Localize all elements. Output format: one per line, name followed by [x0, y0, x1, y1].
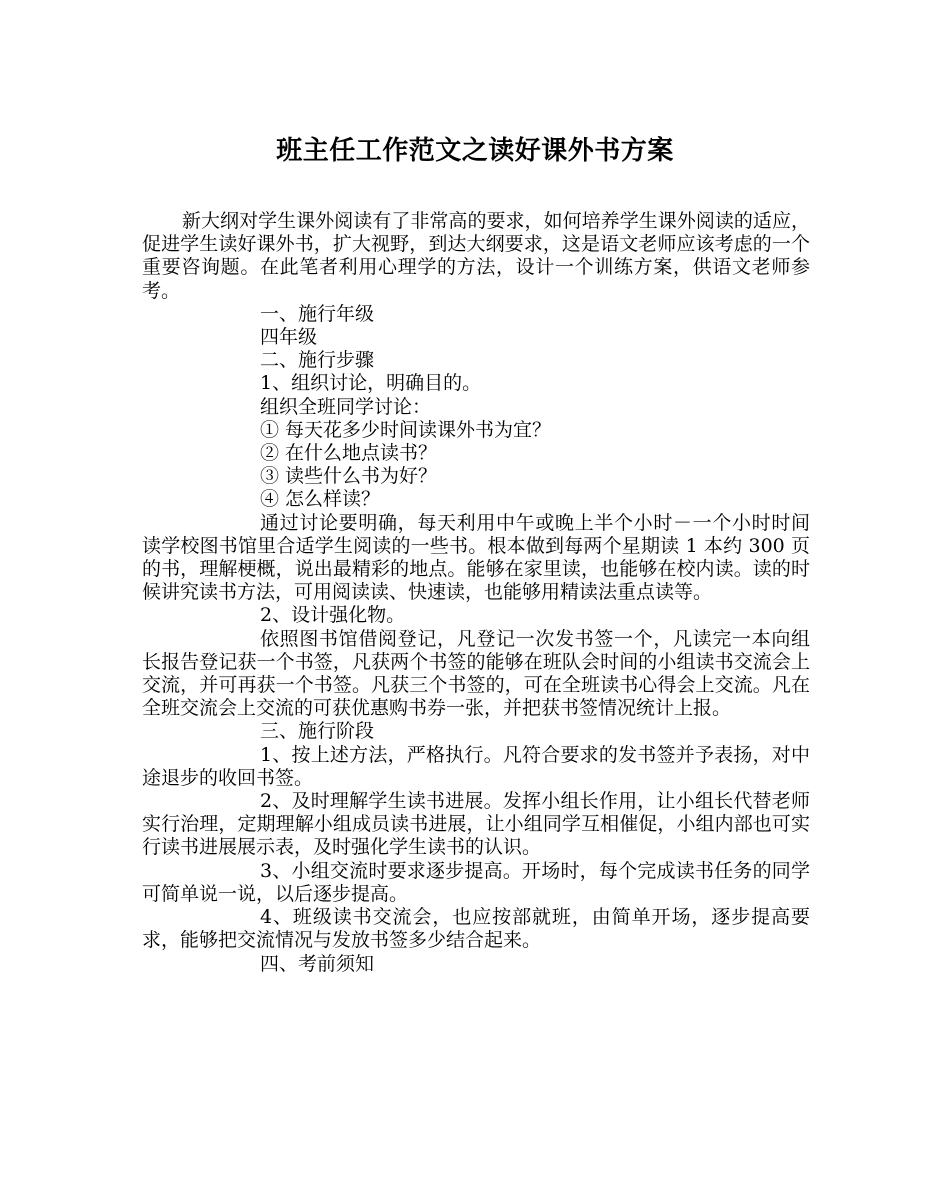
intro-paragraph: 新大纲对学生课外阅读有了非常高的要求，如何培养学生课外阅读的适应，促进学生读好课外书，扩大视野，到达大纲要求，这是语文老师应该考虑的一个重要咨询题。在此笔者利用心理学的方法，设计一个训练方案，供语文老师参考。	[142, 210, 810, 302]
section-heading-steps: 二、施行步骤	[260, 349, 375, 372]
list-item: ① 每天花多少时间读课外书为宜？	[260, 418, 552, 441]
document-title: 班主任工作范文之读好课外书方案	[276, 136, 674, 166]
paragraph: 3、小组交流时要求逐步提高。开场时，每个完成读书任务的同学可简单说一说，以后逐步提高。	[142, 859, 810, 905]
list-item: ② 在什么地点读书？	[260, 442, 438, 465]
section-heading-phase: 三、施行阶段	[260, 720, 375, 743]
list-item: ④ 怎么样读？	[260, 488, 381, 511]
paragraph: 4、班级读书交流会，也应按部就班，由简单开场，逐步提高要求，能够把交流情况与发放书签多少结合起来。	[142, 906, 810, 952]
paragraph: 2、及时理解学生读书进展。发挥小组长作用，让小组长代替老师实行治理，定期理解小组成员读书进展，让小组同学互相催促，小组内部也可实行读书进展展示表，及时强化学生读书的认识。	[142, 790, 810, 859]
list-item: ③ 读些什么书为好？	[260, 465, 438, 488]
paragraph: 通过讨论要明确，每天利用中午或晚上半个小时－一个小时时间读学校图书馆里合适学生阅读的一些书。根本做到每两个星期读 1 本约 300 页的书，理解梗概，说出最精彩的地点。能够在家里读，也能够在校内读。读的时候讲究读书方法，可用阅读读、快速读，也能够用精读法重点读等。	[142, 511, 810, 604]
paragraph: 依照图书馆借阅登记，凡登记一次发书签一个，凡读完一本向组长报告登记获一个书签，凡获两个书签的能够在班队会时间的小组读书交流会上交流，并可再获一个书签。凡获三个书签的，可在全班读书心得会上交流。凡在全班交流会上交流的可获优惠购书券一张，并把获书签情况统计上报。	[142, 627, 810, 720]
section-heading-notes: 四、考前须知	[260, 952, 375, 975]
paragraph: 1、组织讨论，明确目的。	[260, 372, 482, 395]
paragraph: 四年级	[260, 326, 318, 349]
section-heading-grade: 一、施行年级	[260, 302, 375, 325]
paragraph: 组织全班同学讨论：	[260, 395, 432, 418]
document-body	[142, 210, 810, 976]
paragraph: 2、设计强化物。	[260, 604, 406, 627]
paragraph: 1、按上述方法，严格执行。凡符合要求的发书签并予表扬，对中途退步的收回书签。	[142, 743, 810, 789]
